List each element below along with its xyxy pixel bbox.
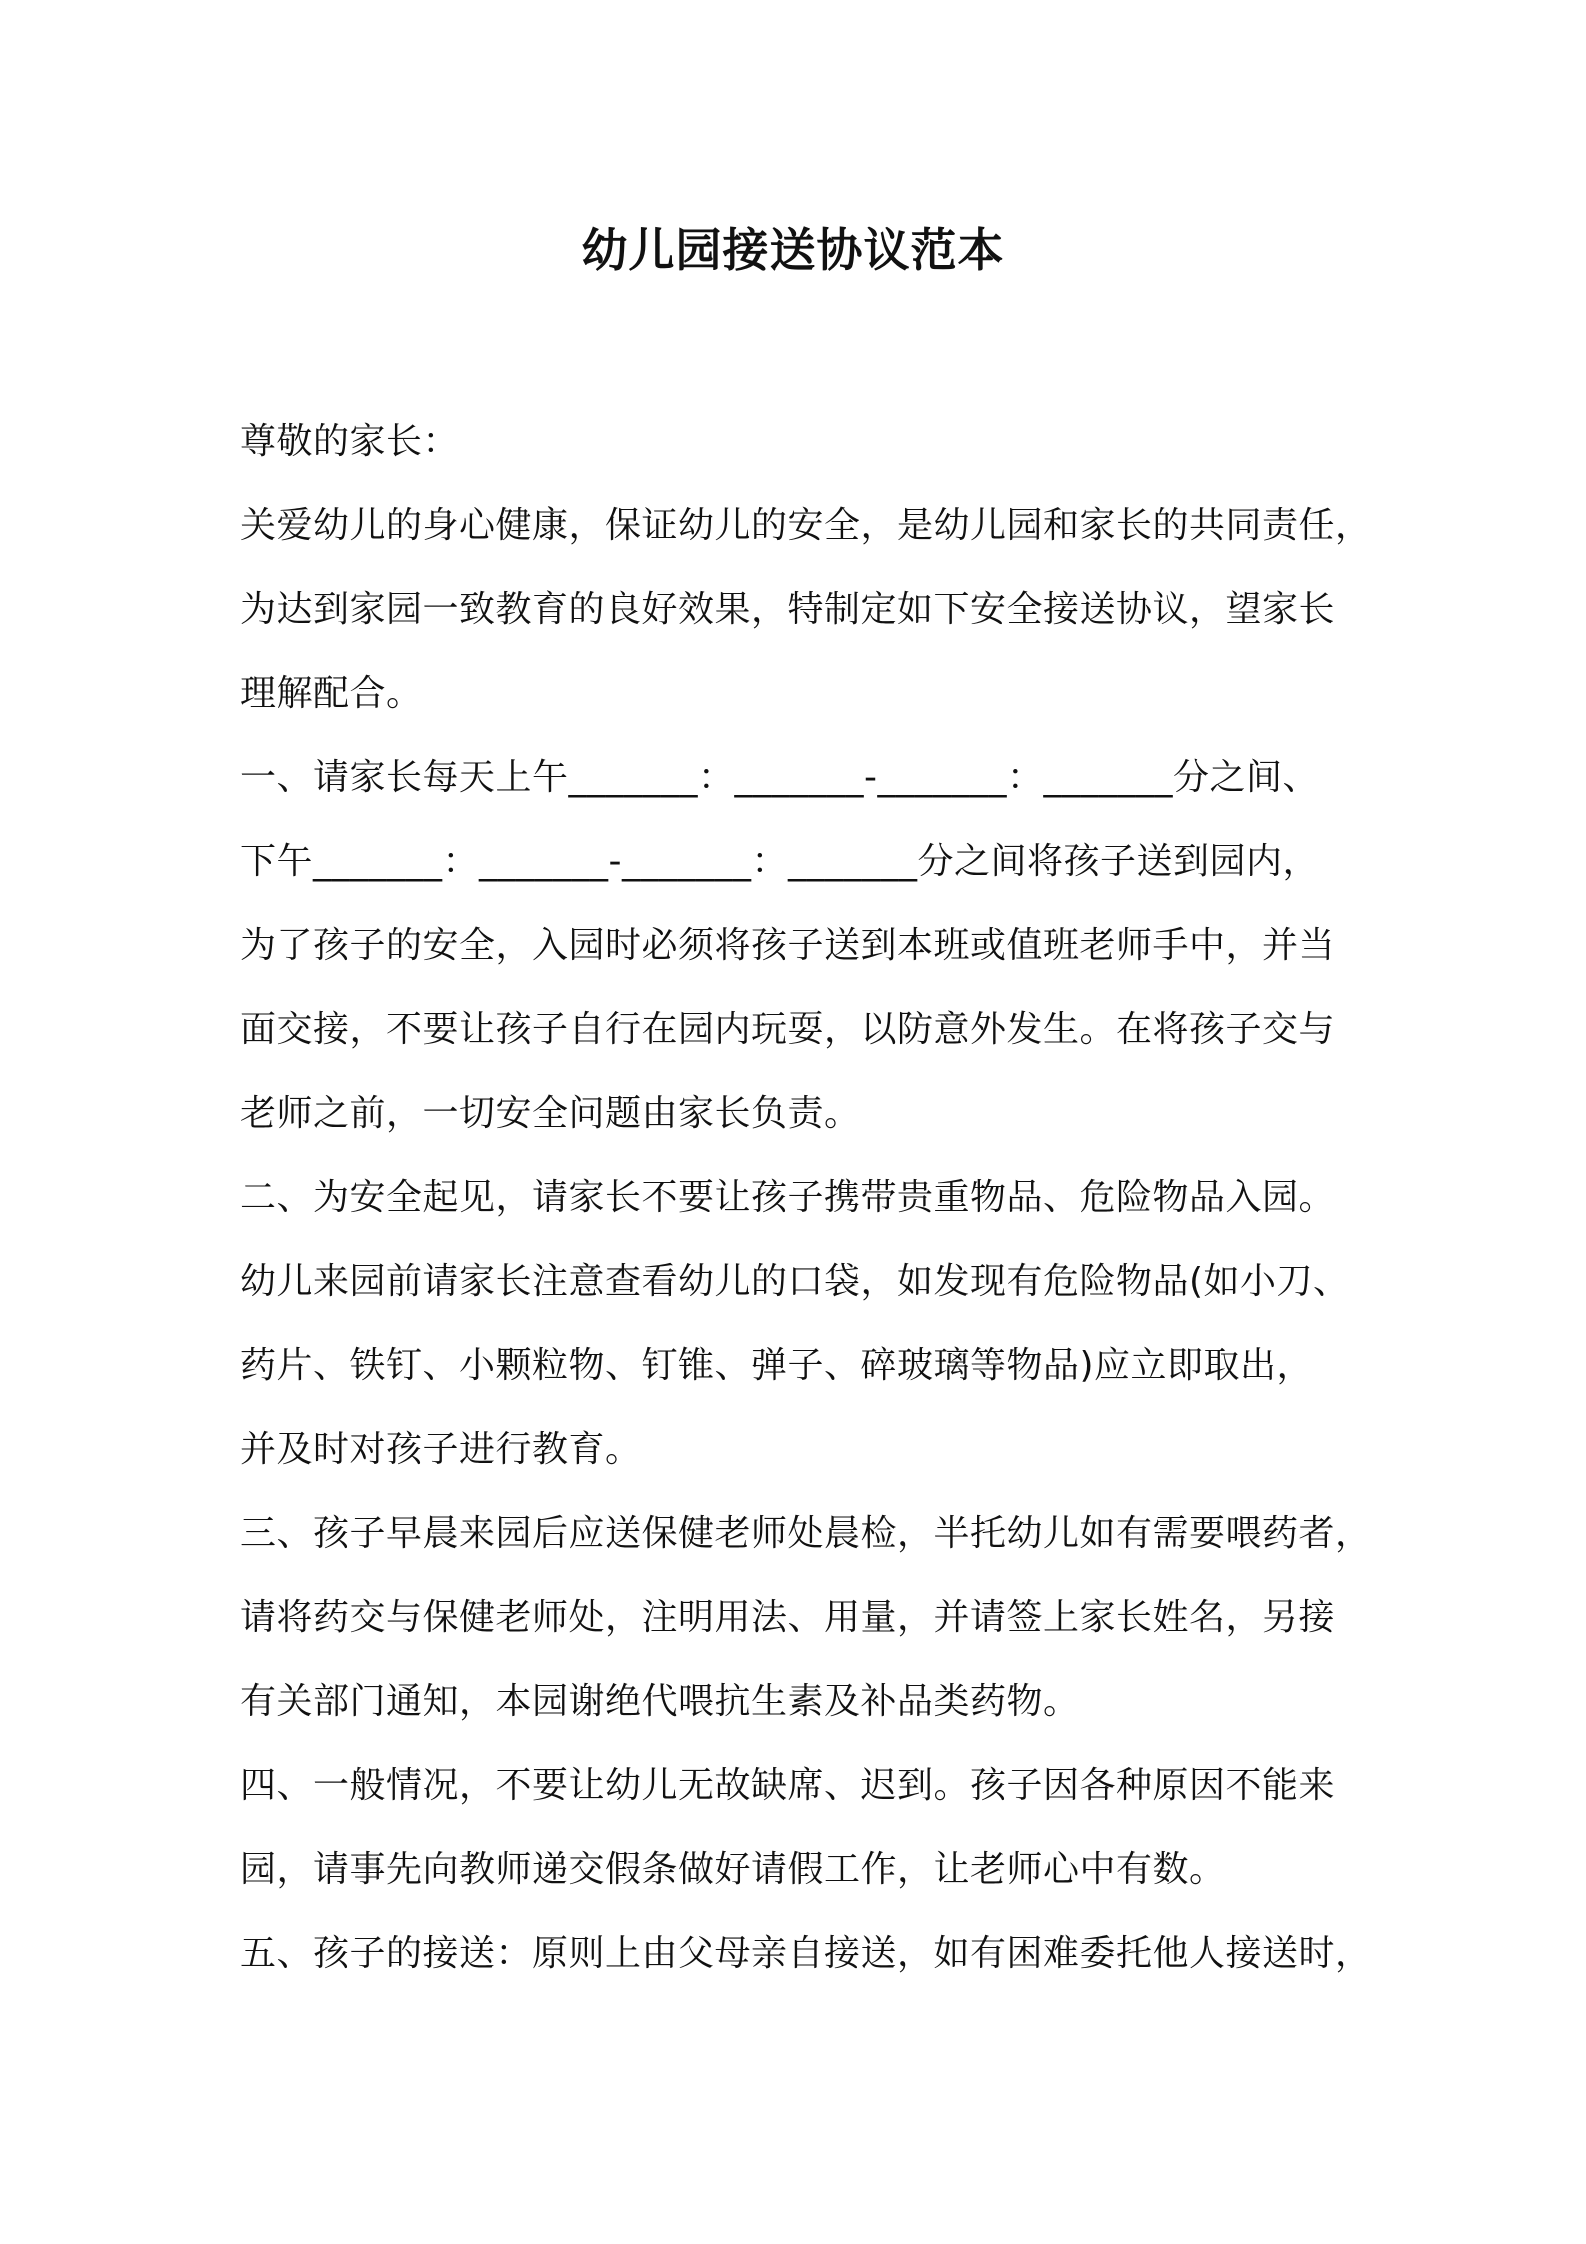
clause-2-line: 二、为安全起见，请家长不要让孩子携带贵重物品、危险物品入园。 [240, 1177, 1336, 1218]
clause-1-line: 老师之前，一切安全问题由家长负责。 [240, 1093, 861, 1134]
clause-4-line: 四、一般情况，不要让幼儿无故缺席、迟到。孩子因各种原因不能来 [240, 1765, 1336, 1806]
clause-2-line: 并及时对孩子进行教育。 [240, 1429, 642, 1470]
clause-1-line: 一、请家长每天上午_______：_______-_______：_______分之间、 [240, 757, 1319, 798]
clause-4-line: 园，请事先向教师递交假条做好请假工作，让老师心中有数。 [240, 1849, 1226, 1890]
clause-3-line: 有关部门通知，本园谢绝代喂抗生素及补品类药物。 [240, 1681, 1080, 1722]
paragraph-line: 为达到家园一致教育的良好效果，特制定如下安全接送协议，望家长 [240, 589, 1336, 630]
clause-1-line: 面交接，不要让孩子自行在园内玩耍，以防意外发生。在将孩子交与 [240, 1009, 1336, 1050]
clause-2-line: 幼儿来园前请家长注意查看幼儿的口袋，如发现有危险物品(如小刀、 [240, 1261, 1350, 1302]
clause-1-line: 为了孩子的安全，入园时必须将孩子送到本班或值班老师手中，并当 [240, 925, 1336, 966]
clause-1-line: 下午_______：_______-_______：_______分之间将孩子送到园内， [240, 841, 1319, 882]
paragraph-line: 理解配合。 [240, 673, 423, 714]
greeting-line: 尊敬的家长： [240, 421, 460, 462]
paragraph-line: 关爱幼儿的身心健康，保证幼儿的安全，是幼儿园和家长的共同责任， [240, 505, 1372, 546]
document-body [240, 400, 1372, 1996]
clause-2-line: 药片、铁钉、小颗粒物、钉锥、弹子、碎玻璃等物品)应立即取出， [240, 1345, 1314, 1386]
clause-3-line: 三、孩子早晨来园后应送保健老师处晨检，半托幼儿如有需要喂药者， [240, 1513, 1372, 1554]
clause-5-line: 五、孩子的接送：原则上由父母亲自接送，如有困难委托他人接送时， [240, 1933, 1372, 1974]
document-title: 幼儿园接送协议范本 [581, 223, 1005, 277]
clause-3-line: 请将药交与保健老师处，注明用法、用量，并请签上家长姓名，另接 [240, 1597, 1336, 1638]
